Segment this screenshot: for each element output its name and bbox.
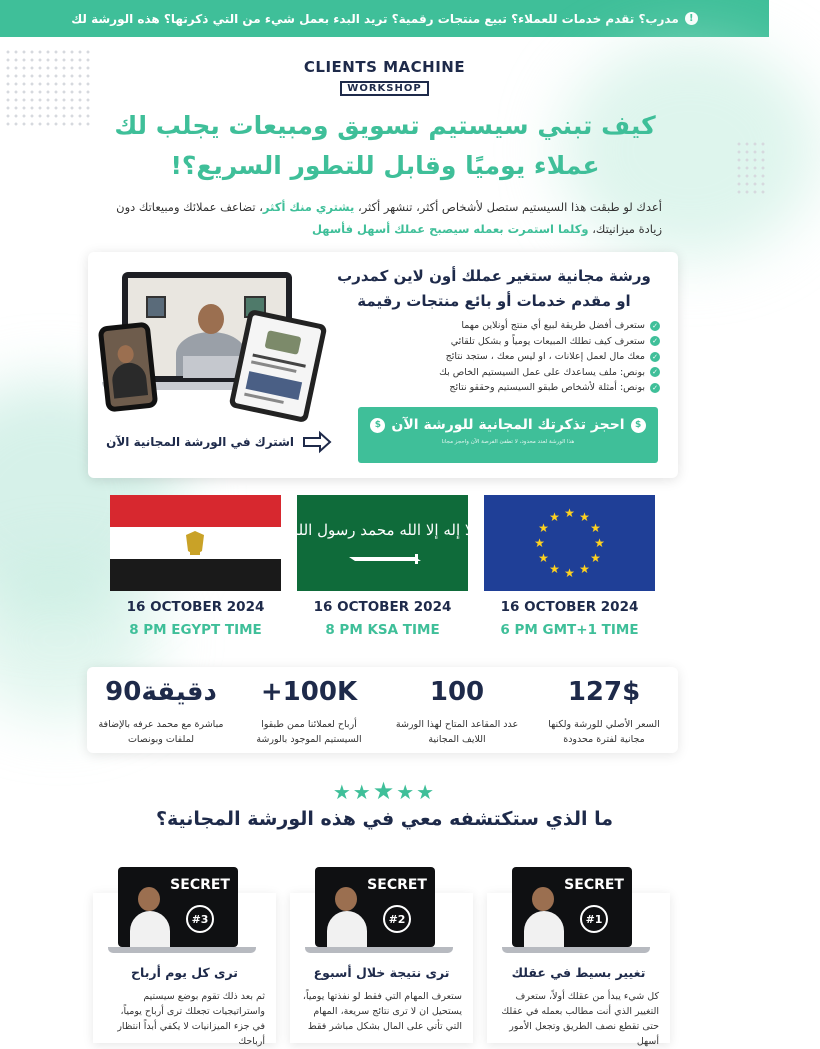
stats-card: [87, 667, 678, 753]
egypt-flag: [110, 495, 281, 591]
eu-star-icon: ★: [549, 562, 560, 576]
benefit-text: ستعرف أفضل طريقة لبيع أي منتج أونلاين مهما: [461, 320, 645, 332]
check-icon: ✓: [650, 321, 660, 331]
secret-card-3: [93, 877, 276, 1047]
logo-subtitle: WORKSHOP: [340, 81, 428, 96]
date-eu: 16 OCTOBER 2024: [500, 599, 639, 615]
secret-number: #3: [186, 905, 214, 933]
cta-note: هذا الورشة لعدد محدود، لا تطفئ الفرصة الآن واحجز مجانا: [441, 439, 575, 445]
eu-star-icon: ★: [538, 521, 549, 535]
stat-value: 100: [429, 677, 485, 707]
time-ksa: 8 PM KSA TIME: [325, 622, 440, 638]
stat-price: [530, 677, 678, 747]
announcement-text: مدرب؟ تقدم خدمات للعملاء؟ تبيع منتجات رقمية؟ تريد البدء بعمل شيء من التي ذكرتها؟ هذه الورشة لك: [71, 11, 679, 26]
presenter-image: [327, 887, 367, 947]
secret-badge: SECRET: [564, 877, 624, 893]
secret-card-1: [487, 877, 670, 1047]
eu-flag: [484, 495, 655, 591]
saudi-flag-text: لا إله إلا الله محمد رسول الله: [290, 521, 474, 539]
secret-thumbnail: [118, 867, 238, 947]
eu-star-icon: ★: [590, 551, 601, 565]
offer-benefits-list: [360, 318, 660, 396]
stat-value: 127$: [567, 677, 641, 707]
headline-line-1: كيف تبني سيستيم تسويق ومبيعات يجلب لك: [114, 111, 656, 140]
secret-badge: SECRET: [367, 877, 427, 893]
rating-stars-icon: ★★★★★: [332, 777, 437, 805]
page-headline: [60, 106, 710, 186]
stat-label: مباشرة مع محمد عرفه بالإضافة لملفات وبونصات: [98, 719, 224, 745]
secret-text: ستعرف المهام التي فقط لو نفذتها يومياً، يستحيل ان لا ترى نتائج سريعة، المهام التي تأتي على المال بشكل مباشر فقط: [302, 991, 462, 1032]
eu-star-icon: ★: [579, 562, 590, 576]
date-egypt: 16 OCTOBER 2024: [126, 599, 265, 615]
dot-pattern-right: [735, 140, 765, 196]
benefit-text: معك مال لعمل إعلانات ، او ليس معك ، ستجد نتائج: [445, 351, 645, 363]
stat-label: أرباح لعملائنا ممن طبقوا السيستيم الموجود بالورشة: [256, 719, 362, 745]
laptop-base: [305, 947, 453, 953]
secret-text: ثم بعد ذلك تقوم بوضع سيستيم واستراتيجيات تجعلك ترى أرباح يومياً، في جزء الميزانيات لا يكفي أبداً انتظار أرباحك: [117, 991, 265, 1047]
benefit-item: [360, 380, 660, 396]
benefit-item: [360, 365, 660, 381]
saudi-flag: [290, 495, 474, 591]
headline-line-2: عملاء يوميًا وقابل للتطور السريع؟!: [170, 151, 600, 180]
intro-paragraph: [110, 196, 662, 240]
secret-number: #1: [580, 905, 608, 933]
eu-star-icon: ★: [564, 506, 575, 520]
check-icon: ✓: [650, 336, 660, 346]
benefit-item: [360, 349, 660, 365]
intro-highlight-2: وكلما استمرت بعمله سيصبح عملك أسهل فأسهل: [312, 222, 589, 236]
secret-title: ترى نتيجة خلال أسبوع: [313, 965, 450, 980]
workshop-devices-mockup: [102, 268, 328, 428]
secret-thumbnail: [512, 867, 632, 947]
check-icon: ✓: [650, 367, 660, 377]
eu-star-icon: ★: [538, 551, 549, 565]
dollar-icon: $: [631, 418, 646, 433]
eu-star-icon: ★: [590, 521, 601, 535]
book-ticket-button[interactable]: [358, 407, 658, 463]
presenter-image: [524, 887, 564, 947]
intro-highlight-1: يشتري منك أكثر: [262, 200, 355, 214]
offer-card: [88, 252, 678, 478]
eu-star-icon: ★: [579, 510, 590, 524]
laptop-base: [108, 947, 256, 953]
secret-title: تغيير بسيط في عقلك: [511, 965, 646, 980]
eu-star-icon: ★: [594, 536, 605, 550]
secret-number: #2: [383, 905, 411, 933]
check-icon: ✓: [650, 352, 660, 362]
join-workshop-link[interactable]: [102, 432, 332, 452]
eu-star-icon: ★: [564, 566, 575, 580]
stat-value: +100K: [260, 677, 358, 707]
join-workshop-label: اشترك في الورشة المجانية الآن: [106, 435, 294, 449]
secret-thumbnail: [315, 867, 435, 947]
logo-title: CLIENTS MACHINE: [303, 58, 466, 76]
check-icon: ✓: [650, 383, 660, 393]
section-title: ما الذي ستكتشفه معي في هذه الورشة المجانية؟: [155, 808, 614, 830]
stat-profits: [235, 677, 383, 747]
presenter-image: [130, 887, 170, 947]
date-ksa: 16 OCTOBER 2024: [313, 599, 452, 615]
stat-label: عدد المقاعد المتاح لهذا الورشة اللايف المجانية: [395, 719, 519, 745]
phone-screen: [103, 327, 153, 407]
time-egypt: 8 PM EGYPT TIME: [129, 622, 262, 638]
arrow-right-icon: [302, 432, 332, 452]
intro-part-1: أعدك لو طبقت هذا السيستيم ستصل لأشخاص أكثر، تنشهر أكثر،: [354, 200, 662, 214]
laptop-base: [502, 947, 650, 953]
benefit-item: [360, 318, 660, 334]
cta-label: احجز تذكرتك المجانية للورشة الآن: [391, 417, 625, 433]
secret-title: ترى كل يوم أرباح: [131, 965, 238, 980]
secret-text: كل شيء يبدأ من عقلك أولاً، ستعرف التغيير الذي أنت مطالب بعمله في عقلك حتى تقطع نصف الطريق وتجعل الأمور أسهل: [501, 991, 659, 1047]
stat-label: السعر الأصلي للورشة ولكنها مجانية لفترة محدودة: [548, 719, 660, 745]
benefit-item: [360, 334, 660, 350]
benefit-text: ستعرف كيف تطلك المبيعات يومياً و بشكل تلقائي: [450, 335, 645, 347]
stat-value: 90دقيقة: [105, 677, 217, 707]
intro-part-2: ، تضاعف عملائك ومبيعاتك دون زيادة ميزانيتك،: [116, 200, 662, 236]
benefit-text: بونص: ملف يساعدك على عمل السيستيم الخاص بك: [439, 366, 645, 378]
secret-card-2: [290, 877, 473, 1043]
dollar-icon: $: [370, 418, 385, 433]
cta-main: [358, 407, 658, 433]
workshop-logo: [0, 58, 769, 96]
time-eu: 6 PM GMT+1 TIME: [500, 622, 639, 638]
offer-title: ورشة مجانية ستغير عملك أون لاين كمدرب او مقدم خدمات أو بائع منتجات رقيمة: [337, 267, 651, 310]
eu-star-icon: ★: [549, 510, 560, 524]
info-icon: !: [685, 12, 698, 25]
phone-mockup: [98, 322, 159, 413]
stat-seats: [383, 677, 531, 747]
secret-badge: SECRET: [170, 877, 230, 893]
tablet-screen: [234, 315, 321, 418]
eu-star-icon: ★: [534, 536, 545, 550]
benefit-text: بونص: أمثلة لأشخاص طبقو السيستيم وحققو نتائج: [449, 382, 645, 394]
stat-duration: [87, 677, 235, 747]
announcement-bar: [0, 0, 769, 37]
